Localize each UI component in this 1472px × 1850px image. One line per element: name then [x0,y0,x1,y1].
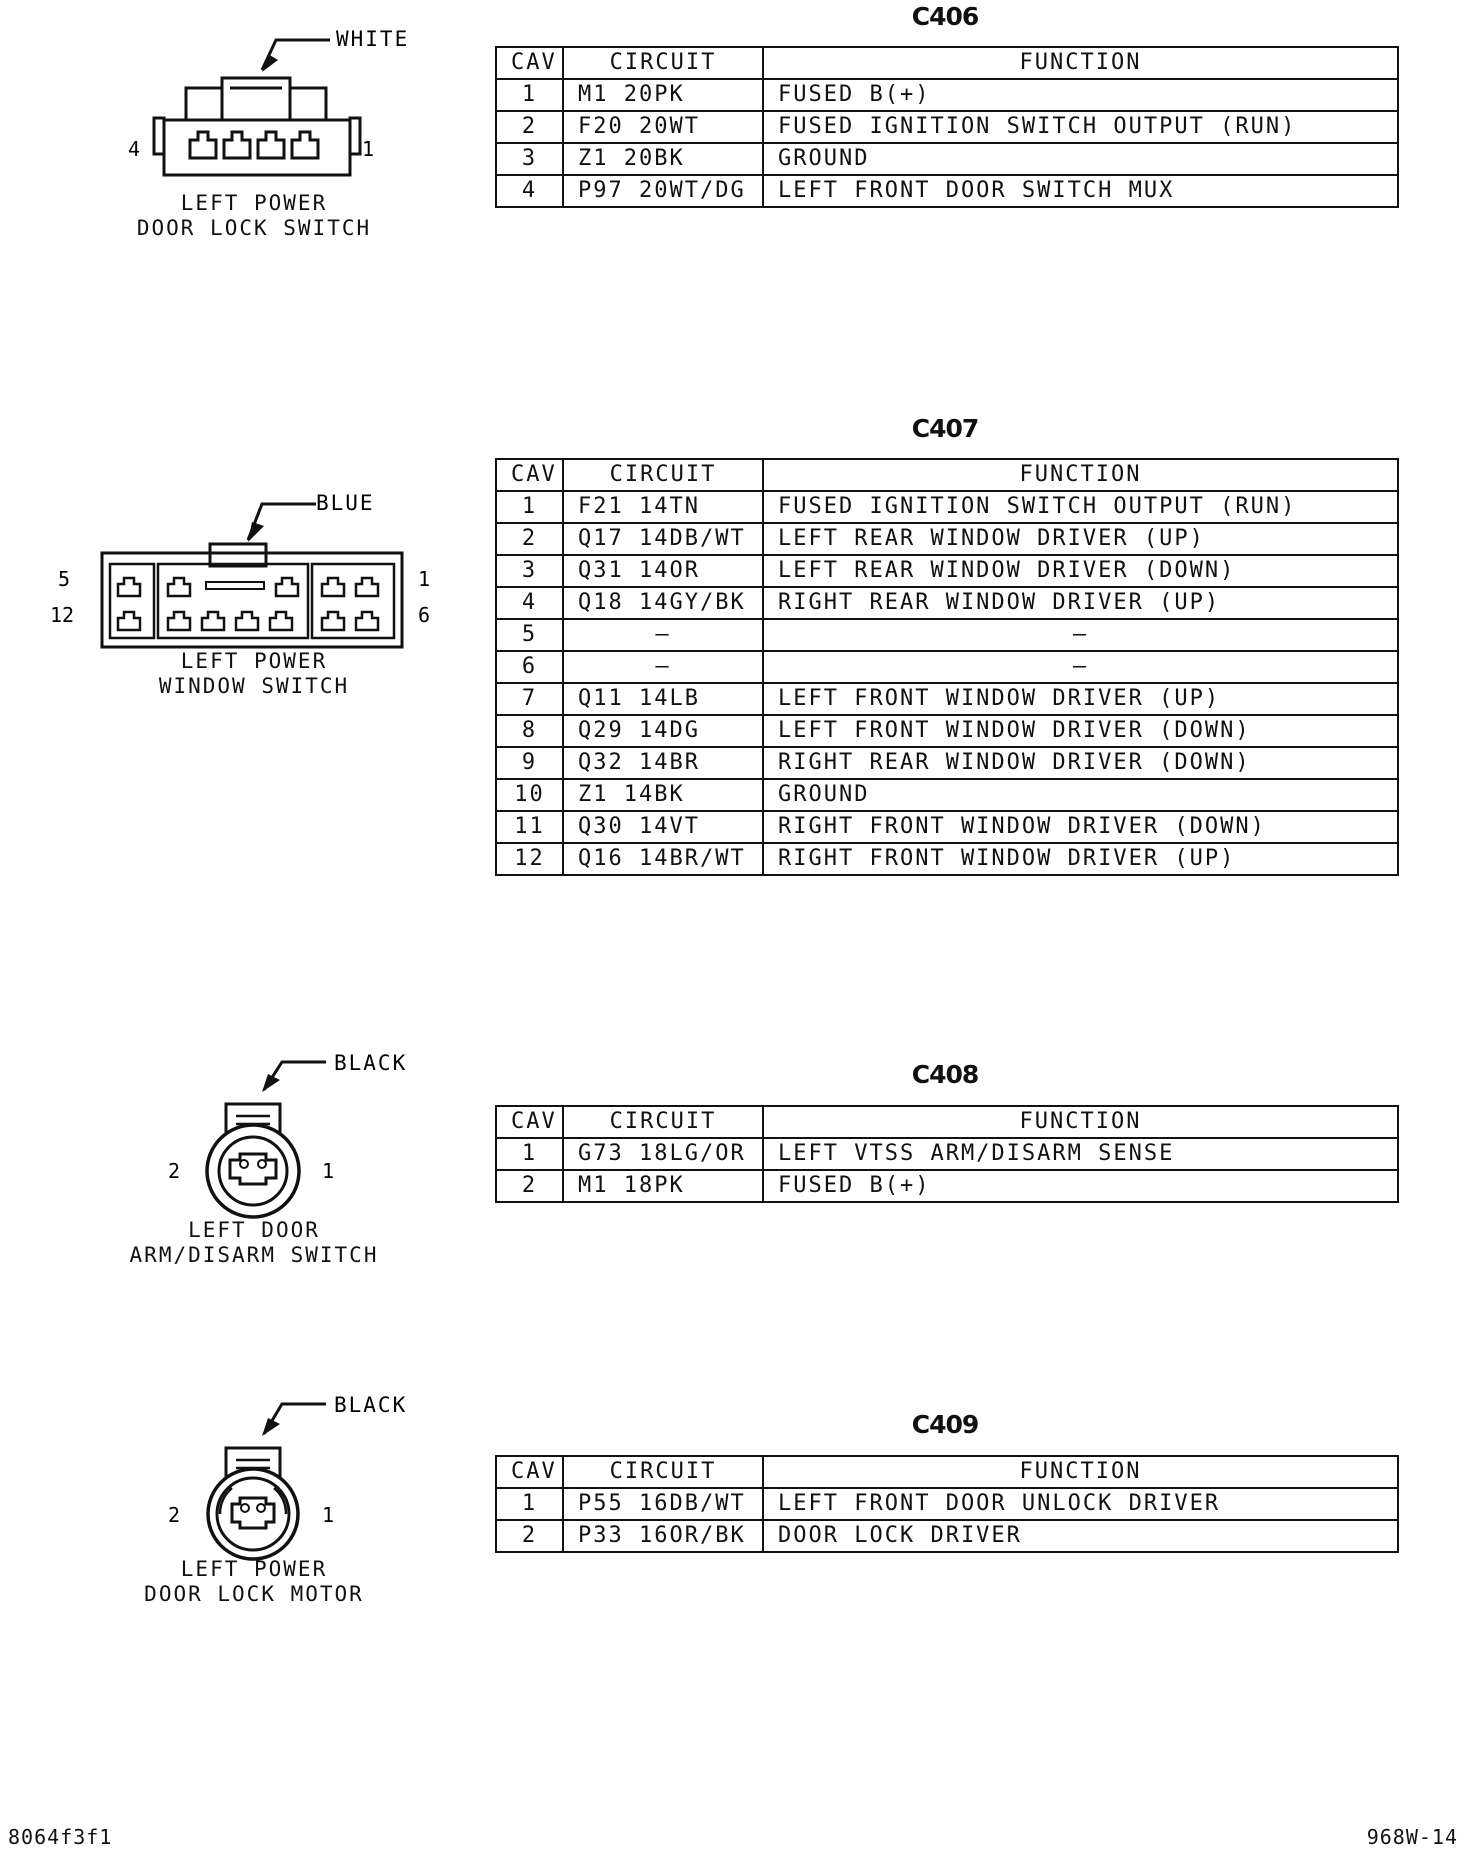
cav-cell: 4 [496,175,563,207]
cav-cell: 7 [496,683,563,715]
column-header-circuit: CIRCUIT [563,1456,763,1488]
cav-cell: 10 [496,779,563,811]
function-cell: RIGHT REAR WINDOW DRIVER (DOWN) [763,747,1398,779]
caption-line: DOOR LOCK MOTOR [144,1582,364,1606]
cav-cell: 12 [496,843,563,875]
circuit-cell: Q17 14DB/WT [563,523,763,555]
function-cell: LEFT FRONT WINDOW DRIVER (DOWN) [763,715,1398,747]
function-cell: LEFT FRONT DOOR SWITCH MUX [763,175,1398,207]
function-cell: FUSED B(+) [763,79,1398,111]
door-lock-switch-connector-icon [0,0,420,200]
column-header-circuit: CIRCUIT [563,459,763,491]
cav-cell: 1 [496,79,563,111]
cav-cell: 9 [496,747,563,779]
table-row [496,779,1398,811]
table-row [496,491,1398,523]
cav-cell: 4 [496,587,563,619]
table-row [496,79,1398,111]
pin-number: 2 [168,1503,181,1527]
caption-line: WINDOW SWITCH [158,674,350,698]
cav-cell: 1 [496,1138,563,1170]
connector-caption [74,191,434,241]
caption-line: DOOR LOCK SWITCH [136,216,372,240]
connector-caption [74,1557,434,1607]
arm-disarm-switch-connector-icon [0,1040,440,1230]
table-row [496,683,1398,715]
table-row [496,111,1398,143]
connector-title: C409 [911,1410,979,1439]
pin-number: 1 [418,567,431,591]
table-header-row [496,1106,1398,1138]
table-row [496,715,1398,747]
footer-right-code: 968W-14 [1366,1825,1458,1849]
column-header-cav: CAV [496,47,563,79]
wire-color-label: BLUE [316,491,375,515]
circuit-cell: Q16 14BR/WT [563,843,763,875]
column-header-function: FUNCTION [763,1106,1398,1138]
function-cell: GROUND [763,143,1398,175]
circuit-cell: Q18 14GY/BK [563,587,763,619]
cav-cell: 5 [496,619,563,651]
column-header-cav: CAV [496,459,563,491]
function-cell: LEFT FRONT WINDOW DRIVER (UP) [763,683,1398,715]
table-row [496,843,1398,875]
circuit-cell: Z1 14BK [563,779,763,811]
table-row [496,1138,1398,1170]
pinout-table [495,1105,1399,1203]
pin-number: 1 [322,1159,335,1183]
circuit-cell: Z1 20BK [563,143,763,175]
cav-cell: 1 [496,1488,563,1520]
function-cell: RIGHT FRONT WINDOW DRIVER (UP) [763,843,1398,875]
column-header-circuit: CIRCUIT [563,47,763,79]
function-cell: DOOR LOCK DRIVER [763,1520,1398,1552]
function-cell: FUSED IGNITION SWITCH OUTPUT (RUN) [763,111,1398,143]
door-lock-motor-connector-icon [0,1380,440,1570]
circuit-cell: Q30 14VT [563,811,763,843]
connector-title: C406 [911,2,979,31]
circuit-cell: F20 20WT [563,111,763,143]
circuit-cell: M1 20PK [563,79,763,111]
cav-cell: 2 [496,1520,563,1552]
pin-number: 4 [128,137,141,161]
table-row [496,619,1398,651]
table-row [496,747,1398,779]
function-cell: RIGHT REAR WINDOW DRIVER (UP) [763,587,1398,619]
circuit-cell: – [563,619,763,651]
wire-color-label: WHITE [336,27,410,51]
circuit-cell: – [563,651,763,683]
cav-cell: 2 [496,111,563,143]
column-header-function: FUNCTION [763,459,1398,491]
pin-number: 5 [58,567,71,591]
connector-caption [74,649,434,699]
pin-number: 6 [418,603,431,627]
circuit-cell: Q32 14BR [563,747,763,779]
caption-line: LEFT POWER [180,1557,328,1581]
function-cell: FUSED B(+) [763,1170,1398,1202]
pinout-table [495,46,1399,208]
cav-cell: 2 [496,1170,563,1202]
column-header-cav: CAV [496,1456,563,1488]
pin-number: 2 [168,1159,181,1183]
circuit-cell: M1 18PK [563,1170,763,1202]
table-row [496,523,1398,555]
circuit-cell: Q11 14LB [563,683,763,715]
cav-cell: 2 [496,523,563,555]
table-row [496,555,1398,587]
wire-color-label: BLACK [334,1393,408,1417]
cav-cell: 6 [496,651,563,683]
function-cell: RIGHT FRONT WINDOW DRIVER (DOWN) [763,811,1398,843]
column-header-function: FUNCTION [763,1456,1398,1488]
cav-cell: 11 [496,811,563,843]
connector-caption [74,1218,434,1268]
table-header-row [496,459,1398,491]
function-cell: LEFT FRONT DOOR UNLOCK DRIVER [763,1488,1398,1520]
caption-line: LEFT DOOR [188,1218,320,1242]
circuit-cell: P33 16OR/BK [563,1520,763,1552]
cav-cell: 8 [496,715,563,747]
table-row [496,811,1398,843]
circuit-cell: Q31 14OR [563,555,763,587]
circuit-cell: G73 18LG/OR [563,1138,763,1170]
function-cell: GROUND [763,779,1398,811]
table-row [496,143,1398,175]
table-header-row [496,47,1398,79]
circuit-cell: Q29 14DG [563,715,763,747]
caption-line: LEFT POWER [180,649,328,673]
pinout-table [495,1455,1399,1553]
cav-cell: 1 [496,491,563,523]
pin-number: 12 [50,603,75,627]
circuit-cell: P97 20WT/DG [563,175,763,207]
pin-number: 1 [362,137,375,161]
function-cell: FUSED IGNITION SWITCH OUTPUT (RUN) [763,491,1398,523]
column-header-function: FUNCTION [763,47,1398,79]
function-cell: – [763,651,1398,683]
footer-left-code: 8064f3f1 [8,1825,113,1849]
cav-cell: 3 [496,143,563,175]
table-row [496,1488,1398,1520]
table-row [496,175,1398,207]
table-row [496,587,1398,619]
table-row [496,1170,1398,1202]
function-cell: LEFT REAR WINDOW DRIVER (DOWN) [763,555,1398,587]
function-cell: LEFT REAR WINDOW DRIVER (UP) [763,523,1398,555]
table-row [496,1520,1398,1552]
function-cell: LEFT VTSS ARM/DISARM SENSE [763,1138,1398,1170]
caption-line: ARM/DISARM SWITCH [129,1243,379,1267]
caption-line: LEFT POWER [180,191,328,215]
connector-title: C407 [911,414,979,443]
pin-number: 1 [322,1503,335,1527]
table-header-row [496,1456,1398,1488]
column-header-cav: CAV [496,1106,563,1138]
pinout-table [495,458,1399,876]
circuit-cell: P55 16DB/WT [563,1488,763,1520]
function-cell: – [763,619,1398,651]
connector-title: C408 [911,1060,979,1089]
wire-color-label: BLACK [334,1051,408,1075]
circuit-cell: F21 14TN [563,491,763,523]
cav-cell: 3 [496,555,563,587]
table-row [496,651,1398,683]
column-header-circuit: CIRCUIT [563,1106,763,1138]
